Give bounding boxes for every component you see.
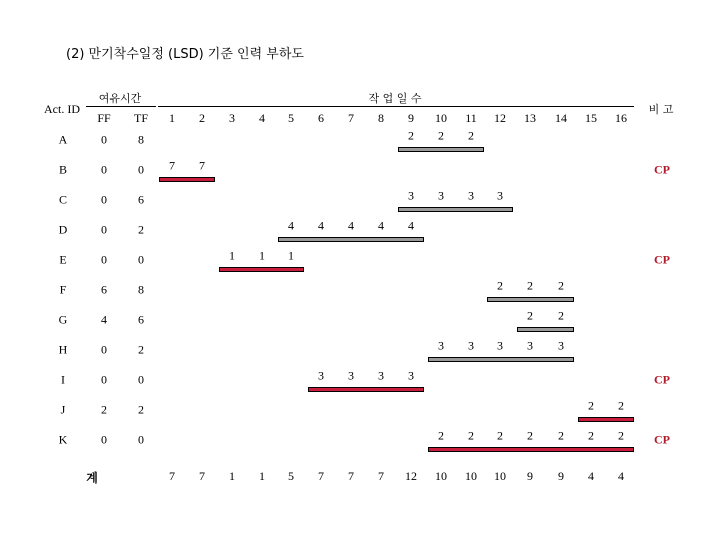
row-act-id: J [60,402,66,417]
crew-count: 2 [558,428,564,443]
header-day-5: 5 [288,111,294,125]
header-day-11: 11 [465,111,477,125]
header-ff: FF [97,111,111,125]
crew-count: 2 [497,428,503,443]
row-act-id: A [58,132,68,147]
crew-count: 2 [468,128,474,143]
activity-bar [428,357,574,362]
header-day-8: 8 [378,111,384,125]
crew-count: 2 [497,278,503,293]
header-day-4: 4 [259,111,265,125]
row-ff: 0 [101,222,107,237]
crew-count: 2 [588,398,594,413]
total-day-14: 9 [558,469,564,483]
crew-count: 2 [558,278,564,293]
crew-count: 3 [497,188,503,203]
critical-activity-bar [578,417,634,422]
row-tf: 2 [138,222,144,237]
crew-count: 3 [468,188,474,203]
row-tf: 0 [138,162,144,177]
page-title: (2) 만기착수일정 (LSD) 기준 인력 부하도 [66,47,304,62]
total-day-10: 10 [435,469,447,483]
crew-count: 2 [527,308,533,323]
total-day-2: 7 [199,469,205,483]
header-day-14: 14 [555,111,567,125]
total-day-7: 7 [348,469,354,483]
crew-count: 3 [438,188,444,203]
crew-count: 4 [318,218,324,233]
row-act-id: K [58,432,68,447]
row-act-id: B [58,162,68,177]
row-ff: 0 [101,132,107,147]
total-day-9: 12 [405,469,417,483]
activity-bar [487,297,574,302]
crew-count: 3 [408,188,414,203]
crew-count: 3 [348,368,354,383]
crew-count: 3 [408,368,414,383]
crew-count: 3 [527,338,533,353]
header-day-9: 9 [408,111,414,125]
header-day-15: 15 [585,111,597,125]
header-remarks: 비 고 [648,103,674,116]
crew-count: 2 [588,428,594,443]
row-act-id: F [59,282,67,297]
total-day-15: 4 [588,469,594,483]
row-ff: 0 [101,372,107,387]
total-day-6: 7 [318,469,324,483]
row-ff: 0 [101,432,107,447]
critical-path-marker: CP [654,432,670,447]
crew-count: 7 [199,158,205,173]
crew-count: 2 [618,398,624,413]
row-tf: 8 [138,282,144,297]
total-day-5: 5 [288,469,294,483]
crew-count: 3 [318,368,324,383]
crew-count: 2 [558,308,564,323]
total-label: 계 [86,471,98,485]
crew-count: 3 [497,338,503,353]
crew-count: 1 [259,248,265,263]
crew-count: 1 [229,248,235,263]
row-ff: 0 [101,192,107,207]
row-act-id: G [58,312,68,327]
float-header-rule [86,106,156,107]
activity-bar [517,327,574,332]
crew-count: 2 [527,278,533,293]
total-day-8: 7 [378,469,384,483]
header-day-12: 12 [494,111,506,125]
crew-count: 2 [618,428,624,443]
days-header-rule [158,106,634,107]
crew-count: 4 [348,218,354,233]
row-tf: 0 [138,252,144,267]
activity-bar [398,147,484,152]
header-days-group: 작 업 일 수 [368,92,422,105]
crew-count: 2 [527,428,533,443]
crew-count: 2 [408,128,414,143]
total-day-16: 4 [618,469,624,483]
row-ff: 4 [101,312,107,327]
critical-path-marker: CP [654,252,670,267]
row-tf: 6 [138,312,144,327]
crew-count: 4 [408,218,414,233]
critical-activity-bar [219,267,304,272]
crew-count: 4 [378,218,384,233]
header-float-group: 여유시간 [98,92,142,105]
header-day-6: 6 [318,111,324,125]
activity-bar [398,207,513,212]
header-day-13: 13 [524,111,536,125]
row-tf: 8 [138,132,144,147]
crew-count: 2 [438,428,444,443]
header-day-3: 3 [229,111,235,125]
total-day-3: 1 [229,469,235,483]
row-ff: 0 [101,162,107,177]
crew-count: 7 [169,158,175,173]
total-day-4: 1 [259,469,265,483]
row-ff: 0 [101,342,107,357]
row-ff: 0 [101,252,107,267]
crew-count: 3 [558,338,564,353]
row-act-id: I [61,372,65,387]
crew-count: 3 [438,338,444,353]
row-ff: 2 [101,402,107,417]
critical-path-marker: CP [654,162,670,177]
row-act-id: E [59,252,67,267]
total-day-1: 7 [169,469,175,483]
row-act-id: H [58,342,68,357]
crew-count: 1 [288,248,294,263]
crew-count: 3 [468,338,474,353]
activity-bar [278,237,424,242]
total-day-13: 9 [527,469,533,483]
header-day-7: 7 [348,111,354,125]
row-tf: 0 [138,372,144,387]
crew-count: 2 [468,428,474,443]
crew-count: 3 [378,368,384,383]
row-ff: 6 [101,282,107,297]
header-day-10: 10 [435,111,447,125]
critical-activity-bar [159,177,215,182]
row-act-id: C [58,192,68,207]
header-day-1: 1 [169,111,175,125]
header-act-id: Act. ID [44,102,80,116]
header-tf: TF [133,111,149,125]
crew-count: 4 [288,218,294,233]
critical-activity-bar [428,447,634,452]
critical-activity-bar [308,387,424,392]
header-day-2: 2 [199,111,205,125]
crew-count: 2 [438,128,444,143]
total-day-11: 10 [465,469,477,483]
row-tf: 6 [138,192,144,207]
row-act-id: D [58,222,68,237]
header-day-16: 16 [615,111,627,125]
row-tf: 0 [138,432,144,447]
row-tf: 2 [138,342,144,357]
total-day-12: 10 [494,469,506,483]
row-tf: 2 [138,402,144,417]
critical-path-marker: CP [654,372,670,387]
